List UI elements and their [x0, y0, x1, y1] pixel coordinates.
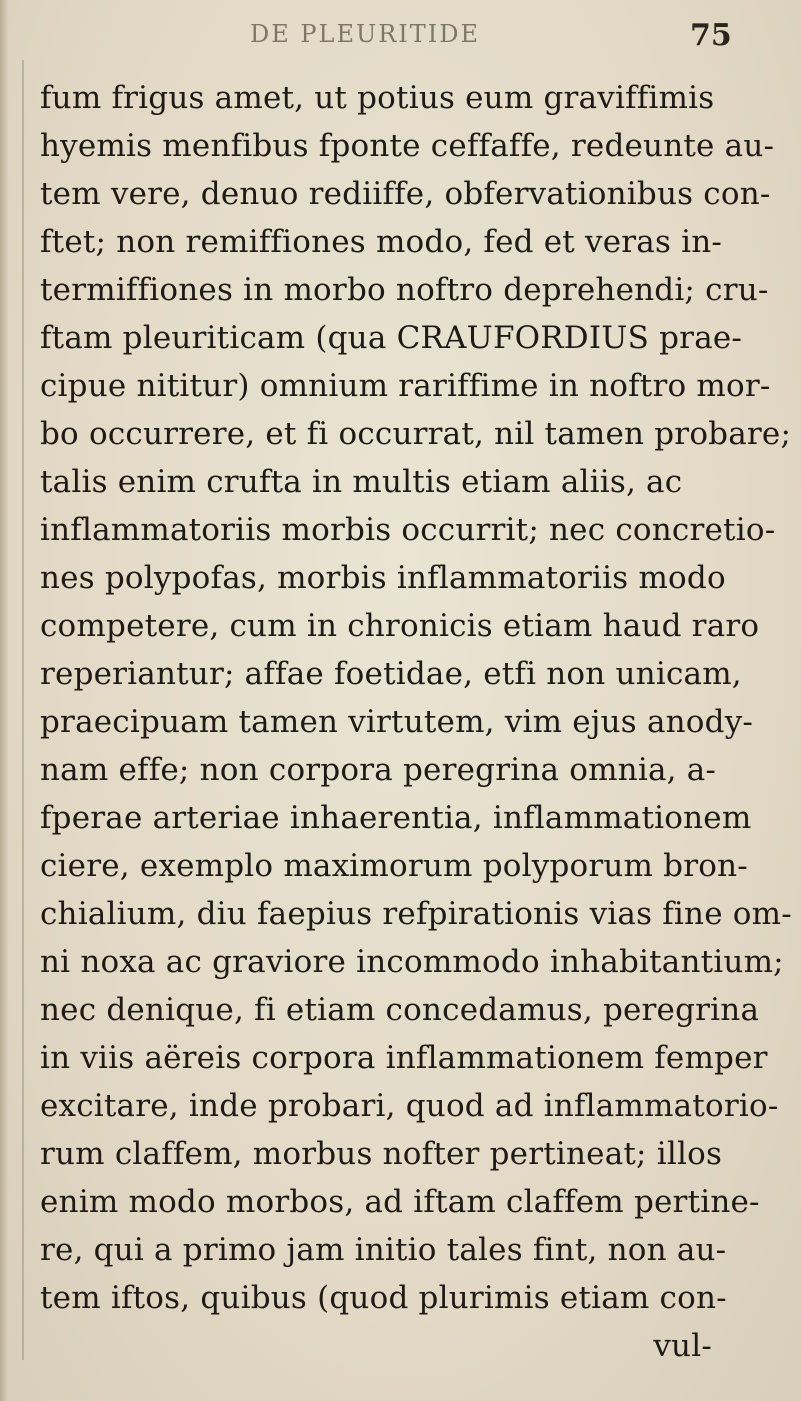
text-line: tem iftos, quibus (quod plurimis etiam con- — [40, 1280, 727, 1316]
text-line: fum frigus amet, ut potius eum graviffimis — [40, 80, 715, 116]
margin-rule — [22, 60, 24, 1360]
text-line: inflammatoriis morbis occurrit; nec concretio- — [40, 512, 776, 548]
text-line: cipue nititur) omnium rariffime in noftro mor- — [40, 368, 771, 404]
text-line: bo occurrere, et fi occurrat, nil tamen probare; — [40, 416, 792, 452]
page-header — [0, 8, 801, 58]
text-line: re, qui a primo jam initio tales fint, non au- — [40, 1232, 727, 1268]
catchword: vul- — [653, 1328, 712, 1364]
body-text — [40, 74, 792, 1370]
text-line: reperiantur; affae foetidae, etfi non unicam, — [40, 656, 742, 692]
text-line: nes polypofas, morbis inflammatoriis modo — [40, 560, 726, 596]
text-line: nam effe; non corpora peregrina omnia, a- — [40, 752, 717, 788]
text-line: ni noxa ac graviore incommodo inhabitantium; — [40, 944, 784, 980]
text-line: ftet; non remiffiones modo, fed et veras in- — [40, 224, 723, 260]
text-line: praecipuam tamen virtutem, vim ejus anody- — [40, 704, 754, 740]
text-line: termiffiones in morbo noftro deprehendi; cru- — [40, 272, 769, 308]
text-line: chialium, diu faepius refpirationis vias fine om- — [40, 896, 792, 932]
text-line: ftam pleuriticam (qua CRAUFORDIUS prae- — [40, 320, 743, 356]
page-gutter — [0, 0, 8, 1401]
text-line: fperae arteriae inhaerentia, inflammationem — [40, 800, 752, 836]
text-line: tem vere, denuo rediiffe, obfervationibus con- — [40, 176, 771, 212]
running-head: DE PLEURITIDE — [250, 20, 481, 48]
text-line: enim modo morbos, ad iftam claffem pertine- — [40, 1184, 760, 1220]
text-line: competere, cum in chronicis etiam haud raro — [40, 608, 760, 644]
text-line: ciere, exemplo maximorum polyporum bron- — [40, 848, 748, 884]
page-number: 75 — [690, 18, 732, 53]
text-line: talis enim crufta in multis etiam aliis, ac — [40, 464, 683, 500]
text-line: hyemis menfibus fponte ceffaffe, redeunte au- — [40, 128, 775, 164]
text-line: rum claffem, morbus nofter pertineat; illos — [40, 1136, 723, 1172]
text-line: nec denique, fi etiam concedamus, peregrina — [40, 992, 760, 1028]
text-line: excitare, inde probari, quod ad inflammatorio- — [40, 1088, 779, 1124]
text-line: in viis aëreis corpora inflammationem femper — [40, 1040, 768, 1076]
